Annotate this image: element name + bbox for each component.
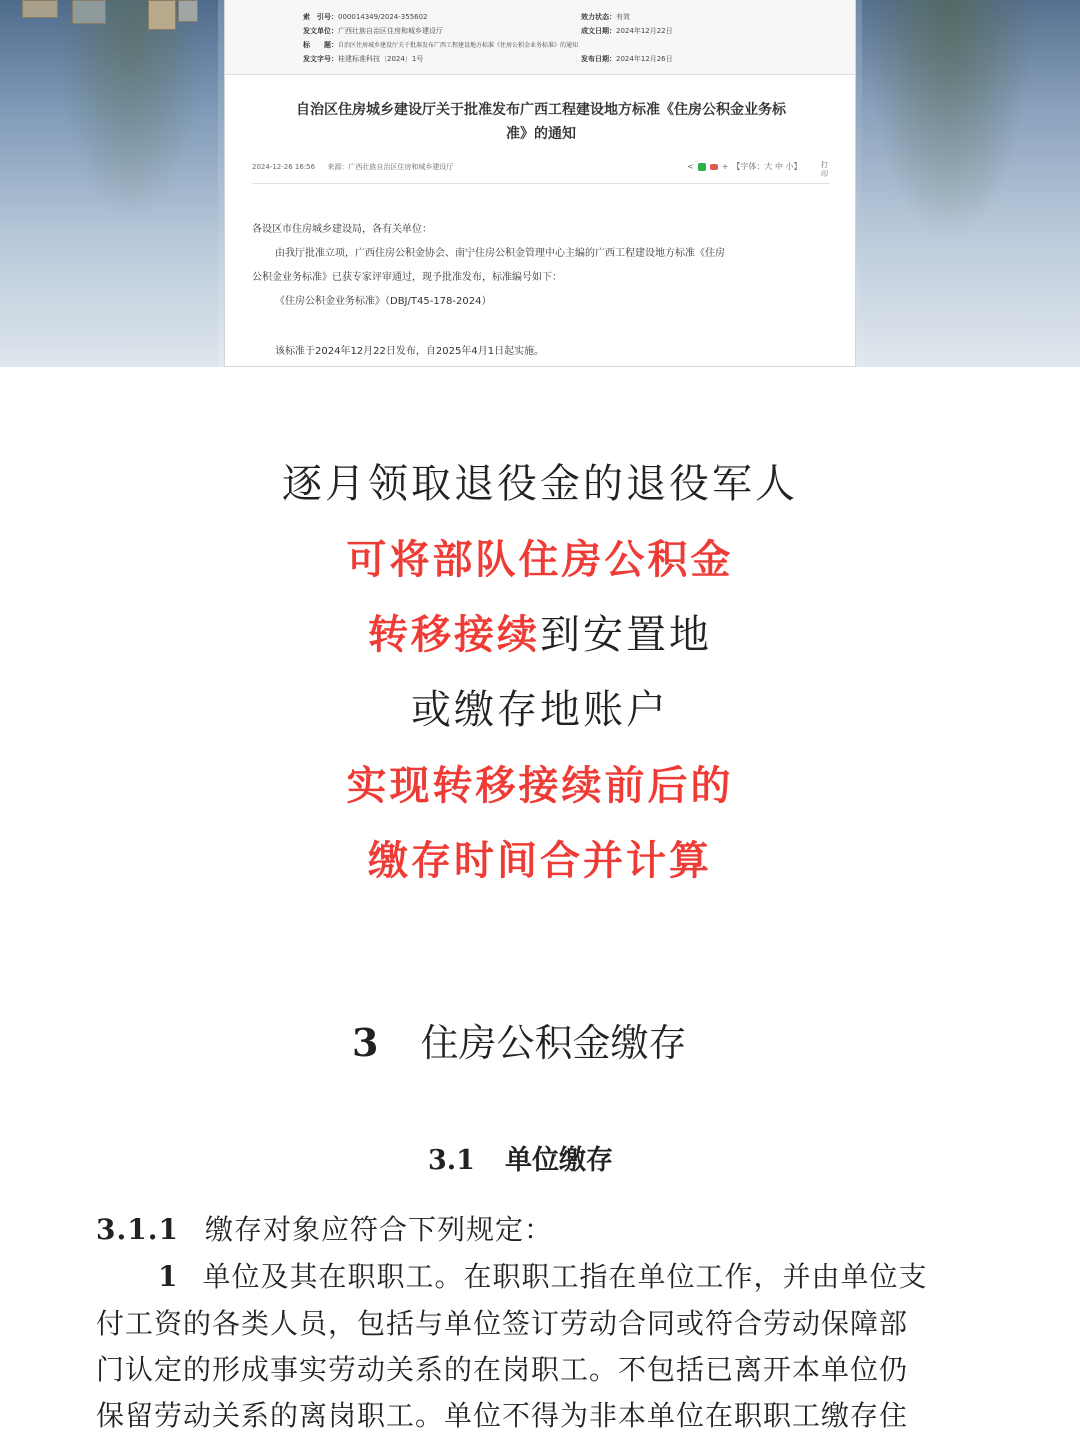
title-value: 自治区住房城乡建设厅关于批准发布广西工程建设地方标准《住房公积金业务标准》的通知 [338, 42, 579, 49]
publish-datetime: 2024-12-26 16:56 [252, 163, 316, 171]
headline-line-1: 逐月领取退役金的退役军人 [282, 461, 798, 507]
notice-byline [252, 162, 453, 172]
headline-line-6: 缴存时间合并计算 [368, 838, 712, 884]
date-made-label: 成文日期： [581, 27, 616, 35]
divider [252, 183, 830, 184]
background-photo-left [0, 0, 218, 367]
issuer-value: 广西壮族自治区住房和城乡建设厅 [338, 27, 443, 35]
item-line [158, 1255, 928, 1295]
weibo-icon[interactable] [710, 164, 718, 170]
chapter-heading [352, 1012, 686, 1067]
share-icon[interactable]: < [687, 162, 694, 171]
background-photo-right [862, 0, 1080, 367]
building-graphic [22, 0, 58, 18]
section-number: 3.1 [428, 1145, 475, 1176]
status-value: 有效 [616, 13, 630, 21]
item-line: 付工资的各类人员，包括与单位签订劳动合同或符合劳动保障部 [96, 1307, 909, 1340]
headline-line-3 [0, 611, 1080, 659]
share-toolbar [687, 161, 802, 172]
document-meta-table [225, 0, 855, 75]
wechat-icon[interactable] [698, 163, 706, 171]
item-number: 1 [158, 1260, 179, 1293]
clause-line [96, 1208, 553, 1248]
plus-icon[interactable]: + [721, 162, 729, 171]
doc-no-label: 发文字号： [303, 55, 338, 63]
notice-source: 来源：广西壮族自治区住房和城乡建设厅 [327, 163, 454, 171]
section-title: 单位缴存 [504, 1145, 613, 1176]
date-made-value: 2024年12月22日 [616, 27, 673, 35]
item-text: 单位及其在职职工。在职职工指在单位工作，并由单位支 [202, 1260, 928, 1293]
building-graphic [178, 0, 198, 22]
item-line: 保留劳动关系的离岗职工。单位不得为非本单位在职职工缴存住 [96, 1399, 909, 1432]
clause-text: 缴存对象应符合下列规定： [204, 1213, 553, 1246]
chapter-number: 3 [352, 1020, 379, 1065]
font-size-control[interactable]: 【字体：大 中 小】 [732, 162, 802, 171]
index-value: 000014349/2024-355602 [338, 13, 428, 21]
notice-title: 自治区住房城乡建设厅关于批准发布广西工程建设地方标准《住房公积金业务标 准》的通知 [296, 102, 786, 142]
chapter-title: 住房公积金缴存 [420, 1021, 687, 1065]
webpage-screenshot [0, 0, 1080, 367]
status-label: 效力状态： [581, 13, 616, 21]
section-heading [428, 1138, 613, 1177]
index-label: 索 引号： [303, 13, 338, 21]
effective-date: 该标准于2024年12月22日发布，自2025年4月1日起实施。 [275, 346, 545, 357]
doc-no-value: 桂建标准科技〔2024〕1号 [338, 55, 424, 63]
notice-paragraph-line: 由我厅批准立项，广西住房公积金协会、南宁住房公积金管理中心主编的广西工程建设地方标准《住房 [275, 248, 725, 259]
headline-rest: 到安置地 [540, 612, 712, 658]
building-graphic [148, 0, 176, 30]
clause-number: 3.1.1 [96, 1213, 179, 1246]
building-graphic [72, 0, 106, 24]
date-pub-label: 发布日期： [581, 55, 616, 63]
headline-line-4: 或缴存地账户 [411, 687, 669, 733]
headline-highlight: 转移接续 [368, 612, 540, 658]
item-line: 门认定的形成事实劳动关系的在岗职工。不包括已离开本单位仍 [96, 1353, 909, 1386]
issuer-label: 发文单位： [303, 27, 338, 35]
headline-line-5: 实现转移接续前后的 [346, 763, 734, 809]
salutation: 各设区市住房城乡建设局，各有关单位： [252, 224, 432, 235]
headline-line-2: 可将部队住房公积金 [346, 537, 734, 583]
standard-number: 《住房公积金业务标准》（DBJ/T45-178-2024） [275, 296, 492, 307]
notice-paragraph-line: 公积金业务标准》已获专家评审通过，现予批准发布，标准编号如下： [252, 272, 562, 283]
print-button[interactable]: 打印 [821, 161, 828, 178]
date-pub-value: 2024年12月26日 [616, 55, 673, 63]
title-label: 标 题： [303, 41, 338, 49]
notice-card [224, 0, 856, 367]
